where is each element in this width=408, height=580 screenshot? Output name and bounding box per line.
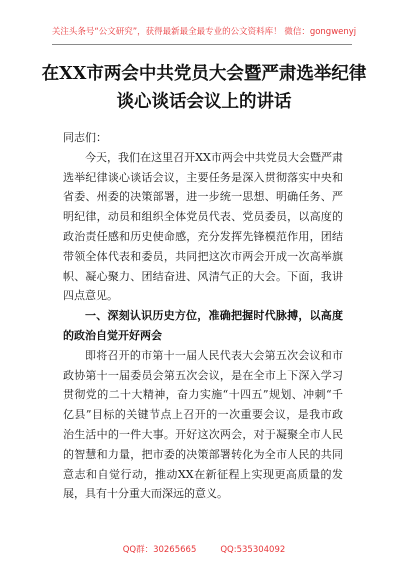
document-title: 在XX市两会中共党员大会暨严肃选举纪律谈心谈话会议上的讲话: [41, 64, 367, 112]
salutation: 同志们：: [63, 131, 107, 144]
footer-contact: [0, 543, 408, 555]
section-heading: 一、深刻认识历史方位，准确把握时代脉搏，以高度的政治自觉开好两会: [63, 309, 343, 342]
body-paragraph: 今天，我们在这里召开XX市两会中共党员大会暨严肃选举纪律谈心谈话会议，主要任务是深入贯彻落实中央和省委、州委的决策部署，进一步统一思想、明确任务、严明纪律，动员和组织全体党员代表、党员委员，以高度的政治责任感和历史使命感，充分发挥先锋模范作用，团结带领全体代表和委员，共同把这次市两会开成一次高举旗帜、凝心聚力、团结奋进、风清气正的大会。下面，我讲四点意见。: [63, 150, 343, 303]
footer-qq-group: QQ群：30265665: [122, 545, 197, 555]
body-paragraph: 即将召开的市第十一届人民代表大会第五次会议和市政协第十一届委员会第五次会议，是在全市上下深入学习贯彻党的二十大精神，奋力实施“十四五”规划、冲刺“千亿县”目标的关键节点上召开的一次重要会议，是我市政治生活中的一件大事。开好这次两会，对于凝聚全市人民的智慧和力量，把市委的决策部署转化为全市人民的共同意志和自觉行动，推动XX在新征程上实现更高质量的发展，具有十分重大而深远的意义。: [63, 348, 343, 501]
header-banner: 关注头条号“公文研究”，获得最新最全最专业的公文资料库！ 微信：gongwenyj: [51, 27, 357, 37]
footer-qq: QQ:535304092: [220, 545, 286, 555]
document-body: [63, 128, 343, 504]
header-divider: [52, 44, 352, 45]
